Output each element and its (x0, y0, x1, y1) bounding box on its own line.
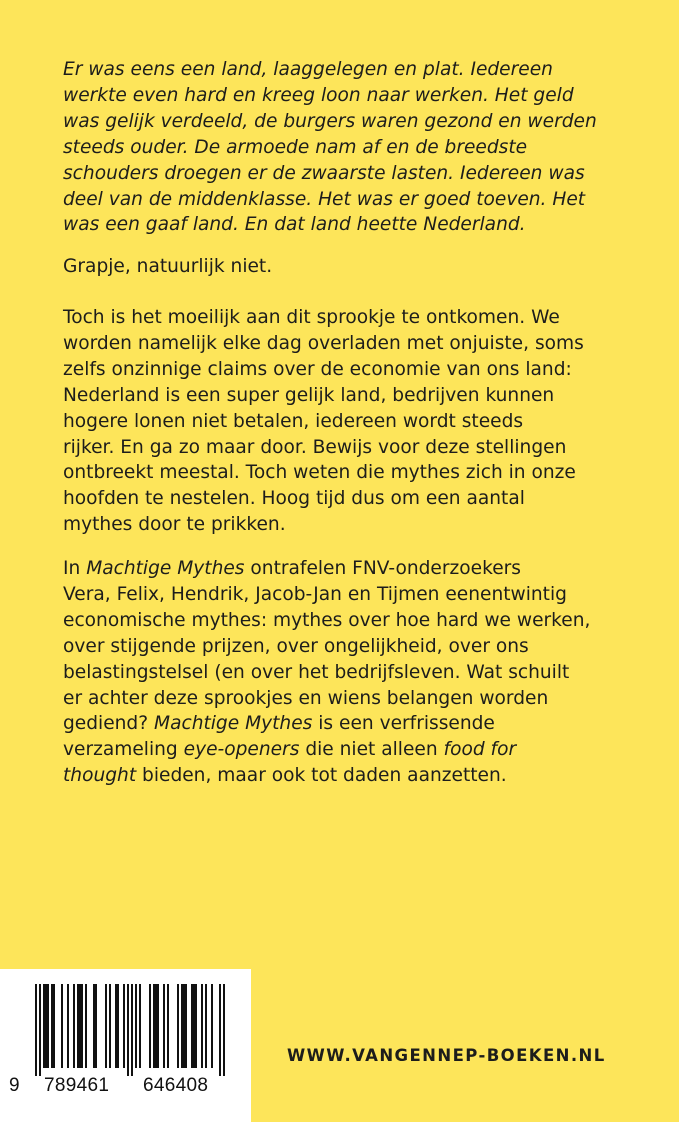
barcode-bar (35, 984, 37, 1076)
intro-line: werkte even hard en kreeg loon naar werken. Het geld (63, 84, 574, 106)
intro-paragraph (63, 57, 633, 238)
barcode-bar (131, 984, 133, 1076)
body-line: worden namelijk elke dag overladen met onjuiste, soms (63, 332, 584, 354)
barcode-bar (167, 984, 169, 1068)
body-line (63, 711, 633, 737)
body-line: Toch is het moeilijk aan dit sprookje te ontkomen. We (63, 307, 560, 328)
text-run: is een verfrissende (312, 713, 495, 735)
body-line (63, 737, 633, 763)
barcode-bar (79, 984, 81, 1068)
isbn-right-group: 646408 (143, 1075, 209, 1096)
body-line: rijker. En ga zo maar door. Bewijs voor deze stellingen (63, 436, 567, 458)
barcode-bar (219, 984, 221, 1076)
text-run: bieden, maar ook tot daden aanzetten. (136, 765, 507, 787)
barcode-bar (181, 984, 183, 1068)
barcode-bar (223, 984, 225, 1076)
barcode-bar (77, 984, 79, 1068)
barcode-bar (177, 984, 179, 1068)
intro-line: steeds ouder. De armoede nam af en de breedste (63, 136, 528, 158)
barcode-bar (205, 984, 207, 1068)
barcode-bar (39, 984, 41, 1076)
barcode-bar (117, 984, 119, 1068)
barcode-bar (93, 984, 95, 1068)
isbn-left-group: 789461 (44, 1075, 110, 1096)
barcode-bar (195, 984, 197, 1068)
barcode-bar (139, 984, 141, 1068)
barcode-bar (123, 984, 125, 1068)
barcode-bar (155, 984, 157, 1068)
intro-line: Er was eens een land, laaggelegen en plat. Iedereen (63, 59, 553, 80)
body-line: ontbreekt meestal. Toch weten die mythes zich in onze (63, 462, 576, 484)
barcode-bar (85, 984, 87, 1068)
barcode-bar (95, 984, 97, 1068)
barcode-bars (35, 984, 225, 1076)
barcode-bar (191, 984, 193, 1068)
intro-line: was gelijk verdeeld, de burgers waren gezond en werden (63, 110, 597, 132)
body-line: Nederland is een super gelijk land, bedrijven kunnen (63, 384, 555, 406)
body-paragraph-2 (63, 556, 633, 789)
barcode-bar (115, 984, 117, 1068)
barcode-bar (127, 984, 129, 1076)
text-run: verzameling (63, 739, 184, 761)
barcode-bar (43, 984, 45, 1068)
publisher-website: WWW.VANGENNEP-BOEKEN.NL (287, 1046, 606, 1065)
italic-run: eye-openers (183, 739, 300, 761)
barcode-bar (51, 984, 53, 1068)
barcode-bar (61, 984, 63, 1068)
barcode-bar (105, 984, 107, 1068)
barcode-bar (163, 984, 165, 1068)
barcode-bar (47, 984, 49, 1068)
barcode-bar (211, 984, 213, 1068)
body-line: Vera, Felix, Hendrik, Jacob-Jan en Tijmen eenentwintig (63, 583, 567, 605)
book-title-run: Machtige Mythes (86, 558, 245, 579)
barcode-bar (53, 984, 55, 1068)
book-title-run: Machtige Mythes (154, 713, 313, 735)
barcode-bar (81, 984, 83, 1068)
intro-line: was een gaaf land. En dat land heette Nederland. (63, 214, 526, 236)
body-line: er achter deze sprookjes en wiens belangen worden (63, 687, 549, 709)
barcode-bar (73, 984, 75, 1068)
joke-line: Grapje, natuurlijk niet. (63, 256, 273, 277)
body-line: economische mythes: mythes over hoe hard we werken, (63, 609, 591, 631)
body-line: hoofden te nestelen. Hoog tijd dus om een aantal (63, 488, 525, 510)
body-line (63, 763, 633, 789)
body-line: mythes door te prikken. (63, 514, 286, 536)
body-line: belastingstelsel (en over het bedrijfsleven. Wat schuilt (63, 661, 570, 683)
text-run: ontrafelen FNV-onderzoekers (244, 558, 521, 579)
text-run: gediend? (63, 713, 155, 735)
barcode-bar (193, 984, 195, 1068)
italic-run: thought (63, 765, 137, 787)
intro-line: schouders droegen er de zwaarste lasten. Iedereen was (63, 162, 585, 184)
barcode-bar (153, 984, 155, 1068)
barcode-bar (149, 984, 151, 1068)
italic-run: food for (443, 739, 517, 761)
body-paragraph-1 (63, 305, 633, 538)
isbn-first-digit: 9 (9, 1075, 20, 1096)
barcode-bar (67, 984, 69, 1068)
body-line (63, 556, 633, 582)
barcode-bar (109, 984, 111, 1068)
barcode-bar (185, 984, 187, 1068)
barcode-bar (135, 984, 137, 1068)
barcode-bar (201, 984, 203, 1068)
body-line: over stijgende prijzen, over ongelijkheid, over ons (63, 635, 529, 657)
body-line: zelfs onzinnige claims over de economie van ons land: (63, 358, 572, 380)
barcode-bar (183, 984, 185, 1068)
barcode-bar (157, 984, 159, 1068)
text-run: In (63, 558, 87, 579)
isbn-barcode (0, 969, 251, 1122)
intro-line: deel van de middenklasse. Het was er goed toeven. Het (63, 188, 586, 210)
joke-paragraph (63, 254, 633, 280)
barcode-bar (45, 984, 47, 1068)
text-run: die niet alleen (299, 739, 444, 761)
body-line: hogere lonen niet betalen, iedereen wordt steeds (63, 410, 524, 432)
